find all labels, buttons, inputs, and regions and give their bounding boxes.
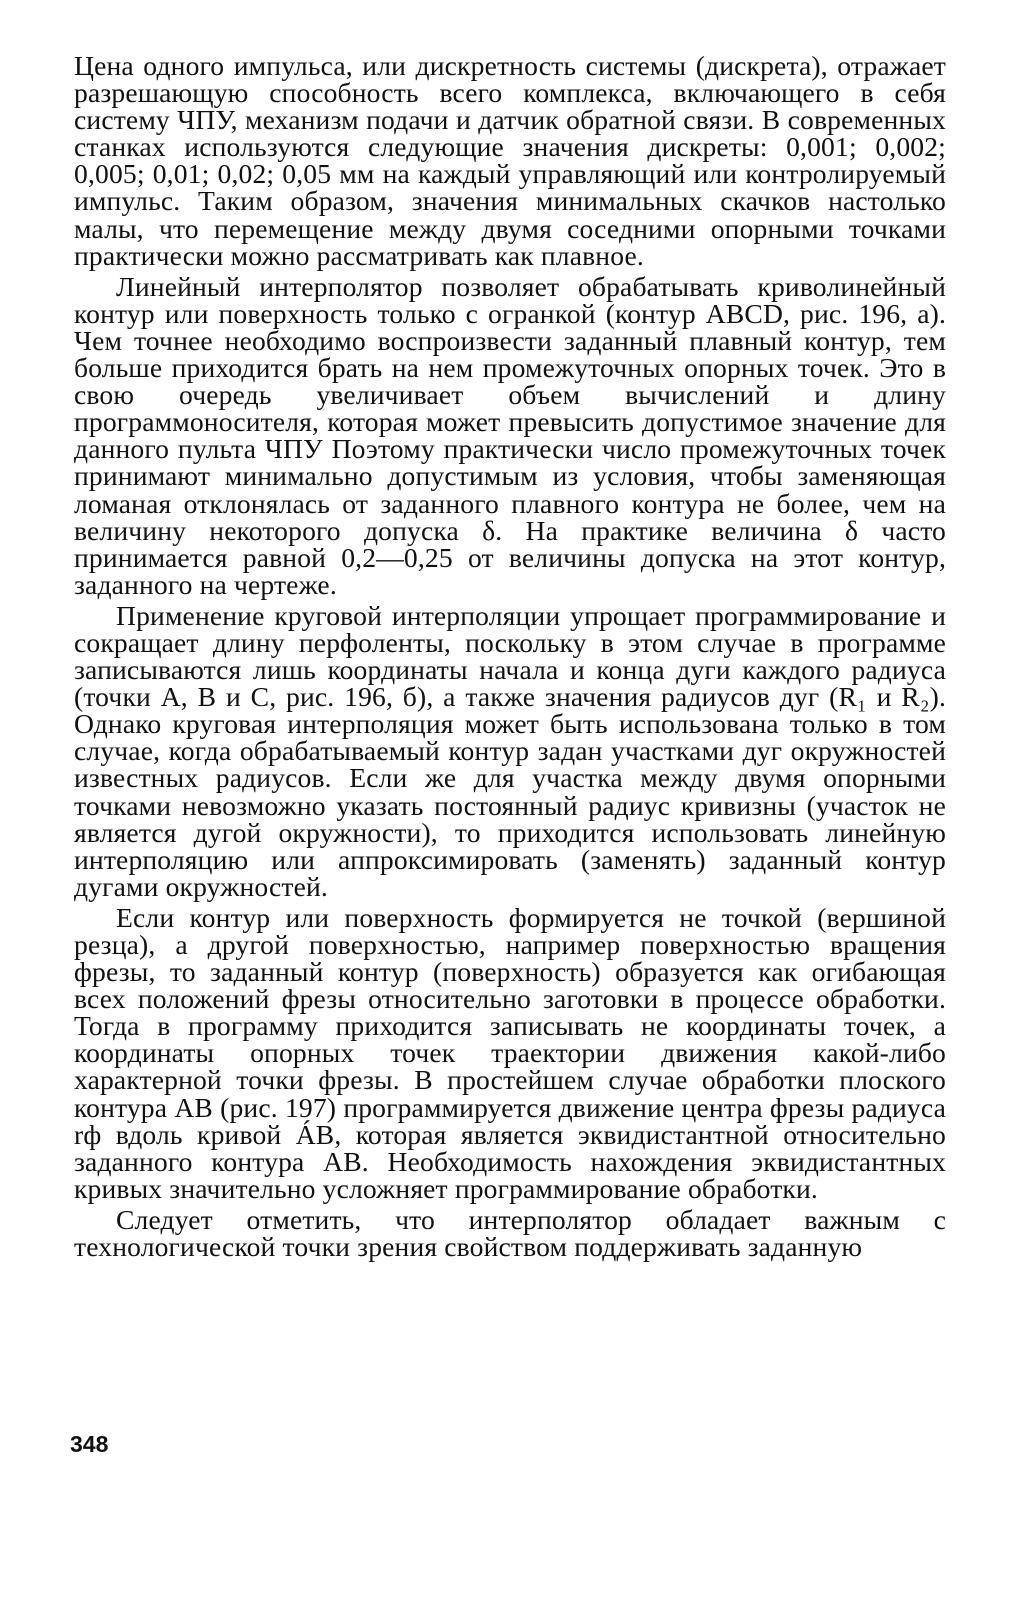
paragraph-interpolator-property: Следует отметить, что интерполятор обладает важным с технологической точки зрения свойством поддерживать заданную (74, 1203, 946, 1263)
paragraph-cutter-envelope: Если контур или поверхность формируется не точкой (вершиной резца), а другой поверхностью, например поверхностью вращения фрезы, то заданный контур (поверхность) образуется как огибающая всех положений фрезы относительно заготовки в процессе обработки. Тогда в программу приходится записывать не координаты точек, а координаты опорных точек траектории движения какой-либо характерной точки фрезы. В простейшем случае обработки плоского контура AB (рис. 197) программируется движение центра фрезы радиуса rф вдоль кривой ÁB, которая является эквидистантной относительно заданного контура AB. Необходимость нахождения эквидистантных кривых значительно усложняет программирование обработки. (74, 901, 946, 1204)
paragraph-linear-interpolator: Линейный интерполятор позволяет обрабатывать криволинейный контур или поверхность только с огранкой (контур ABCD, рис. 196, а). Чем точнее необходимо воспроизвести заданный плавный контур, тем больше приходится брать на нем промежуточных опорных точек. Это в свою очередь увеличивает объем вычислений и длину программоносителя, которая может превысить допустимое значение для данного пульта ЧПУ Поэтому практически число промежуточных точек принимают минимально допустимым из условия, чтобы заменяющая ломаная отклонялась от заданного плавного контура не более, чем на величину некоторого допуска δ. На практике величина δ часто принимается равной 0,2—0,25 от величины допуска на этот контур, заданного на чертеже. (74, 270, 946, 600)
page-number: 348 (70, 1431, 109, 1457)
body-text (74, 52, 946, 1264)
paragraph-circular-interpolation: Применение круговой интерполяции упрощает программирование и сокращает длину перфоленты, поскольку в этом случае в программе записываются лишь координаты начала и конца дуги каждого радиуса (точки A, B и C, рис. 196, б), а также значения радиусов дуг (R₁ и R₂). Однако круговая интерполяция может быть использована только в том случае, когда обрабатываемый контур задан участками дуг окружностей известных радиусов. Если же для участка между двумя опорными точками невозможно указать постоянный радиус кривизны (участок не является дугой окружности), то приходится использовать линейную интерполяцию или аппроксимировать (заменять) заданный контур дугами окружностей. (74, 599, 946, 902)
paragraph-discreteness: Цена одного импульса, или дискретность системы (дискрета), отражает разрешающую способность всего комплекса, включающего в себя систему ЧПУ, механизм подачи и датчик обратной связи. В современных станках используются следующие значения дискреты: 0,001; 0,002; 0,005; 0,01; 0,02; 0,05 мм на каждый управляющий или контролируемый импульс. Таким образом, значения минимальных скачков настолько малы, что перемещение между двумя соседними опорными точками практически можно рассматривать как плавное. (74, 50, 946, 271)
